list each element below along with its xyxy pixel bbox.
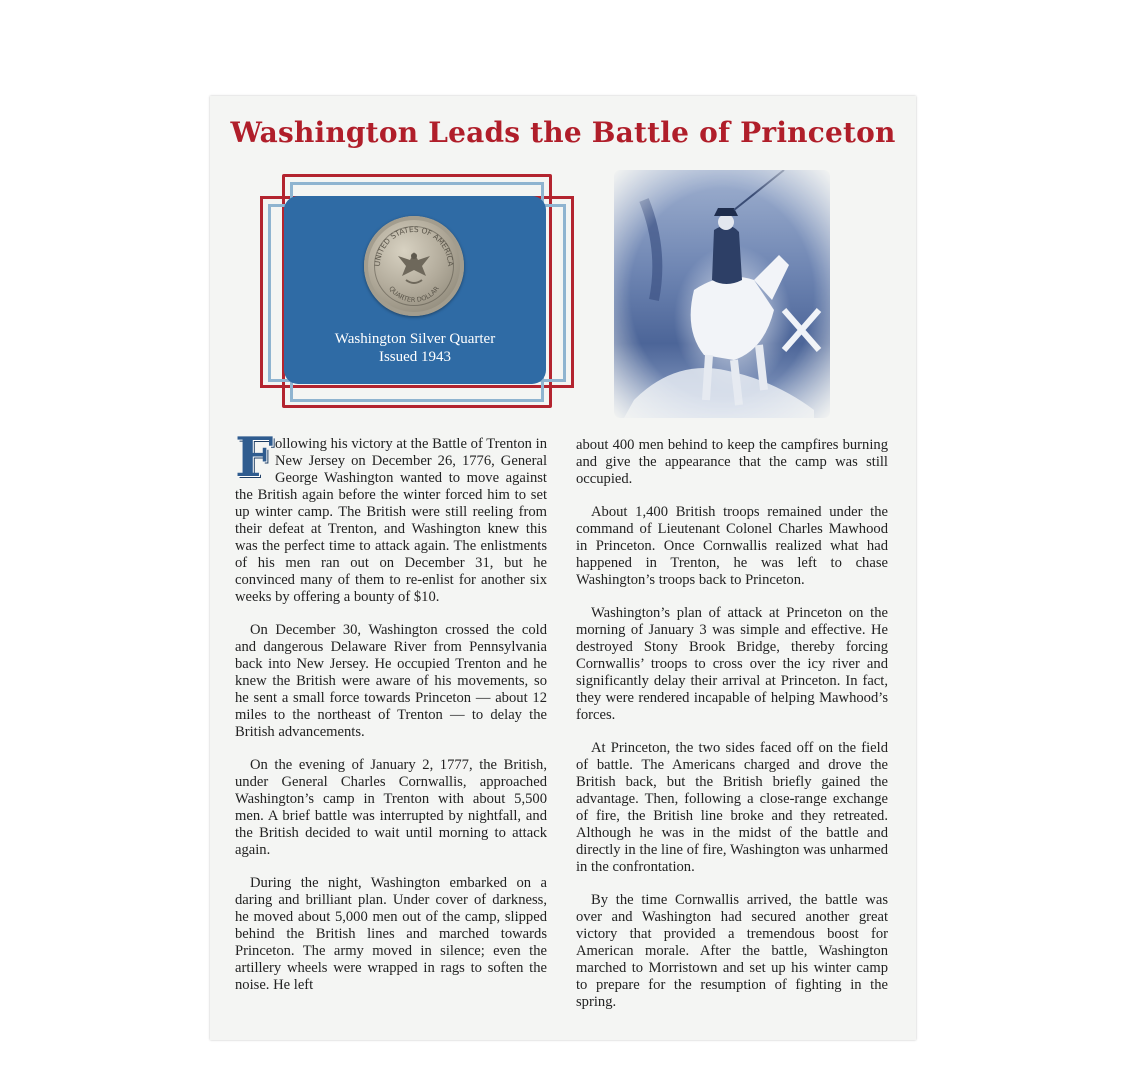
paragraph: On the evening of January 2, 1777, the British, under General Charles Cornwallis, approached Washington’s camp in Trenton with about 5,500 men. A brief battle was interrupted by nightfall, and the British decided to wait until morning to attack again. [235,757,547,858]
coin-caption-name: Washington Silver Quarter [334,331,496,347]
paragraph-text: ollowing his victory at the Battle of Trenton in New Jersey on December 26, 1776, General George Washington wanted to move against the British again before the winter forced him to set up winter camp. The British were still reeling from their defeat at Trenton, and Washington knew this was the perfect time to attack again. The enlistments of his men ran out on December 31, but he convinced many of them to re-enlist for another six weeks by offering a bounty of $10. [235,436,547,605]
paragraph: On December 30, Washington crossed the cold and dangerous Delaware River from Pennsylvania back into New Jersey. He occupied Trenton and he knew the British were aware of his movements, so he sent a small force towards Princeton — about 12 miles to the northeast of Trenton — to delay the British advancements. [235,622,547,740]
washington-on-horseback-illustration [614,170,830,418]
coin-caption-year: Issued 1943 [378,349,452,365]
battle-scene-image [614,170,830,418]
paragraph: Washington’s plan of attack at Princeton on the morning of January 3 was simple and effective. He destroyed Stony Brook Bridge, thereby forcing Cornwallis’ troops to cross over the icy river and significantly delay their arrival at Princeton. In fact, they were rendered incapable of helping Mawhood’s forces. [576,605,888,723]
paragraph [235,425,547,606]
silver-quarter-coin [364,216,464,316]
paragraph: About 1,400 British troops remained under the command of Lieutenant Colonel Charles Mawhood in Princeton. Once Cornwallis realized what had happened in Trenton, he was left to chase Washington’s troops back to Princeton. [576,504,888,588]
coin-legend [364,216,464,316]
drop-cap: F [235,425,274,489]
text-column-right [576,437,888,1027]
coin-holder [284,196,546,384]
page-title: Washington Leads the Battle of Princeton [230,116,896,149]
paragraph: At Princeton, the two sides faced off on the field of battle. The Americans charged and drove the British back, but the British briefly gained the advantage. Then, following a close-range exchange of fire, the British line broke and they retreated. Although he was in the midst of the battle and directly in the line of fire, Washington was unharmed in the confrontation. [576,740,888,875]
text-column-left [235,425,547,1010]
commemorative-card [210,96,916,1040]
coin-legend-text: UNITED STATES OF AMERICA [372,224,456,267]
paragraph: about 400 men behind to keep the campfires burning and give the appearance that the camp was still occupied. [576,437,888,487]
paragraph: By the time Cornwallis arrived, the battle was over and Washington had secured another great victory that provided a tremendous boost for American morale. After the battle, Washington marched to Morristown and set up his winter camp to prepare for the resumption of fighting in the spring. [576,892,888,1010]
paragraph: During the night, Washington embarked on a daring and brilliant plan. Under cover of darkness, he moved about 5,000 men out of the camp, slipped behind the British lines and marched towards Princeton. The army moved in silence; even the artillery wheels were wrapped in rags to soften the noise. He left [235,875,547,993]
coin-caption [284,330,546,366]
coin-denomination-text: QUARTER DOLLAR [387,284,441,305]
